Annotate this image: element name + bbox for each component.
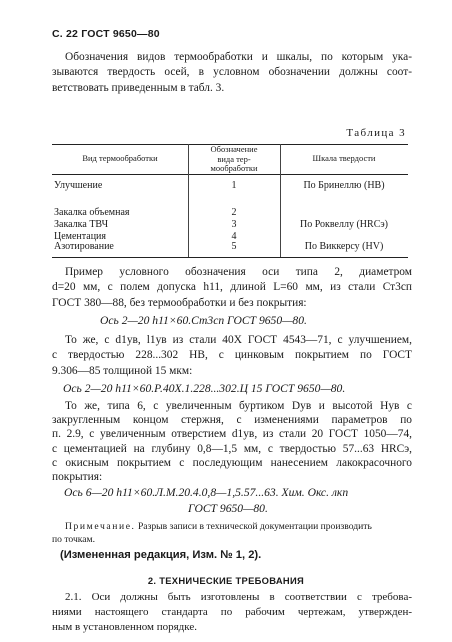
header-treatment-type: Вид термообработки	[82, 153, 158, 163]
note-block	[52, 521, 412, 546]
example-3-line: с цементацией на глубину 0,8—1,5 мм, с твердостью 57...63 HRCэ,	[52, 442, 412, 455]
header-hardness-scale: Шкала твердости	[312, 153, 376, 163]
section-line: ниями настоящего стандарта по рабочим чертежам, утвержден-	[52, 606, 412, 618]
row-2-codes	[188, 207, 280, 243]
example-3-formula-line-1: Ось 6—20 h11×60.Л.М.20.4.0,8—1,5.57...63. Хим. Окс. лкп	[64, 486, 349, 499]
row-3-code: 5	[231, 241, 237, 252]
intro-paragraph	[52, 50, 412, 96]
row-2-types	[54, 207, 129, 243]
section-line: ным в установленном порядке.	[52, 621, 197, 633]
header-treatment-code	[188, 145, 280, 174]
header-code-line: Обозначение	[210, 144, 258, 154]
example-3-formula-line-2: ГОСТ 9650—80.	[188, 502, 268, 515]
example-1-paragraph	[52, 265, 412, 311]
row-2-type-line: Закалка объемная	[54, 207, 130, 218]
example-3-paragraph	[52, 399, 412, 484]
row-2-code-line: 4	[231, 231, 237, 242]
note-line-2: по точкам.	[52, 533, 96, 545]
header-code-line: вида тер-	[217, 153, 251, 164]
row-2-type-line: Закалка ТВЧ	[54, 219, 109, 230]
amendment-note: (Измененная редакция, Изм. № 1, 2).	[60, 549, 262, 561]
intro-line: Обозначения видов термообработки и шкалы, по которым ука-	[65, 51, 412, 63]
table-caption: Таблица 3	[346, 127, 406, 139]
note-title: Примечание.	[65, 521, 136, 532]
example-1-line: d=20 мм, с полем допуска h11, длиной L=60 мм, из стали Ст3сп	[52, 281, 412, 294]
row-2-code-line: 3	[231, 219, 237, 230]
section-line: 2.1. Оси должны быть изготовлены в соответствии с требова-	[65, 591, 412, 603]
example-2-formula: Ось 2—20 h11×60.Р.40Х.1.228...302.Ц 15 ГОСТ 9650—80.	[63, 382, 346, 395]
note-text: Разрыв записи в технической документации производить	[137, 521, 372, 532]
row-3-type: Азотирование	[54, 241, 114, 252]
example-2-paragraph	[52, 333, 412, 379]
example-3-line: закругленным концом стержня, с изменениями параметров по	[52, 414, 412, 427]
example-1-formula: Ось 2—20 h11×60.Ст3сп ГОСТ 9650—80.	[100, 314, 307, 327]
row-2-code-line: 2	[231, 207, 237, 218]
example-1-line: Пример условного обозначения оси типа 2, диаметром	[65, 266, 412, 278]
page-header: С. 22 ГОСТ 9650—80	[52, 28, 160, 40]
row-1-scale: По Бринеллю (HB)	[303, 180, 385, 191]
row-3-scale: По Виккерсу (HV)	[304, 241, 384, 252]
intro-line: ветствовать приведенным в табл. 3.	[52, 81, 225, 94]
example-3-line: То же, типа 6, с увеличенным буртиком Dув и высотой Hув с	[65, 400, 412, 412]
example-3-line: покрытия:	[52, 471, 103, 484]
intro-line: зываются твердость осей, в условном обозначении должны соот-	[52, 66, 412, 79]
table-header-rule	[52, 174, 408, 175]
row-1-code: 1	[231, 180, 237, 191]
row-2-scale: По Роквеллу (HRCэ)	[300, 219, 388, 230]
row-2-type-line: Цементация	[54, 231, 107, 242]
example-2-line: с твердостью 228...302 HB, с цинковым покрытием по ГОСТ	[52, 349, 412, 362]
example-1-line: ГОСТ 380—88, без термообработки и без покрытия:	[52, 296, 307, 309]
table-bottom-rule	[52, 257, 408, 258]
section-paragraph	[52, 590, 412, 635]
example-3-line: п. 2.9, с увеличенным отверстием d1ув, из стали 20 ГОСТ 1050—74,	[52, 428, 412, 441]
header-code-line: мообработки	[210, 163, 258, 174]
section-heading: 2. ТЕХНИЧЕСКИЕ ТРЕБОВАНИЯ	[147, 575, 305, 586]
example-2-line: 9.306—85 толщиной 15 мкм:	[52, 364, 193, 377]
note-line	[52, 521, 412, 534]
example-3-line: с окисным покрытием с последующим нанесением лакокрасочного	[52, 456, 412, 469]
hardness-table	[52, 144, 408, 258]
example-2-line: То же, с d1ув, l1ув из стали 40Х ГОСТ 4543—71, с улучшением,	[65, 334, 412, 346]
row-1-type: Улучшение	[54, 180, 103, 191]
